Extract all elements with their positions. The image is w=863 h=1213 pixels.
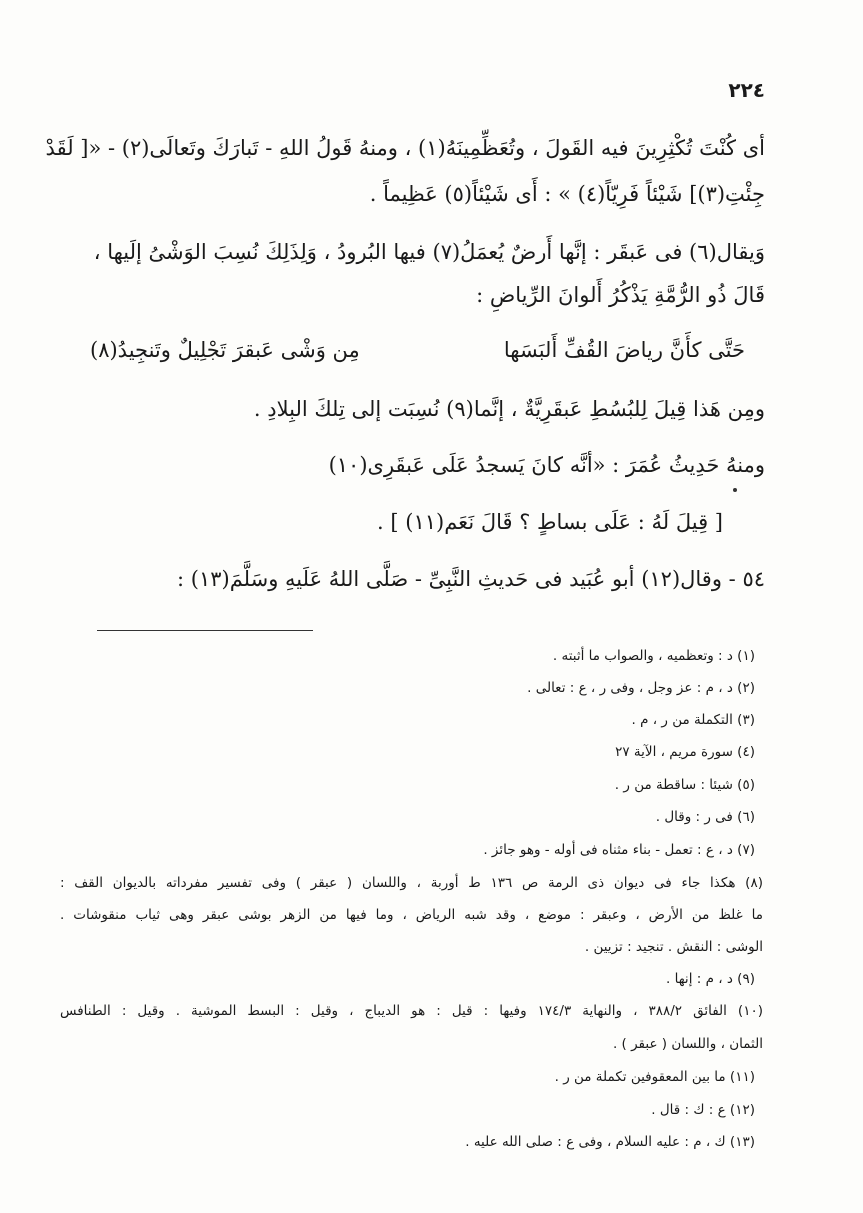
footnote-separator — [97, 630, 313, 631]
body-line-6: ومنهُ حَدِيثُ عُمَرَ : «أنَّه كانَ يَسجدُ عَلَى عَبقَرِى(١٠) — [328, 453, 765, 477]
footnote-10-line-1: (١٠) الفائق ٣٨٨/٢ ، والنهاية ١٧٤/٣ وفيها : قيل : هو الديباج ، وقيل : البسط الموشية . وقيل : الطنافس — [60, 1003, 763, 1019]
footnote-1: (١) د : وتعظميه ، والصواب ما أثبته . — [552, 648, 755, 664]
footnote-7: (٧) د ، ع : تعمل - بناء مثناه فى أوله - وهو جائز . — [483, 842, 755, 858]
ink-speck — [733, 488, 737, 492]
footnote-8-line-1: (٨) هكذا جاء فى ديوان ذى الرمة ص ١٣٦ ط أوربة ، واللسان ( عبقر ) وفى تفسير مفرداته بالديوان القف : — [60, 875, 763, 891]
footnote-8-line-3: الوشى : النقش . تنجيد : تزيين . — [584, 939, 763, 955]
footnote-10-line-2: الثمان ، واللسان ( عبقر ) . — [612, 1036, 763, 1052]
body-line-5: ومِن هَذا قِيلَ لِلبُسُطِ عَبقَرِيَّةٌ ، إنَّما(٩) نُسِبَت إلى تِلكَ البِلادِ . — [253, 397, 765, 421]
body-line-3: وَيقال(٦) فى عَبقَر : إنَّها أَرضٌ يُعمَلُ(٧) فيها البُرودُ ، وَلِذَلِكَ نُسِبَ الوَشْىُ إلَيها ، — [93, 240, 765, 264]
footnote-11: (١١) ما بين المعقوفين تكملة من ر . — [554, 1069, 755, 1085]
body-line-8: ٥٤ - وقال(١٢) أبو عُبَيد فى حَديثِ النَّبِىِّ - صَلَّى اللهُ عَلَيهِ وسَلَّمَ(١٣) : — [176, 567, 765, 591]
body-line-7: [ قِيلَ لَهُ : عَلَى بساطٍ ؟ قَالَ نَعَم(١١) ] . — [377, 510, 723, 534]
footnote-3: (٣) التكملة من ر ، م . — [631, 712, 755, 728]
poetry-verse — [90, 338, 745, 362]
footnote-5: (٥) شيئا : ساقطة من ر . — [614, 777, 755, 793]
body-line-1: أى كُنْتَ تُكْثِرِينَ فيه القَولَ ، وتُعَظِّمِينَهُ(١) ، ومنهُ قَولُ اللهِ - تَبارَكَ وتَعالَى(٢) - «[ لَقَدْ — [45, 136, 765, 160]
footnote-9: (٩) د ، م : إنها . — [666, 971, 755, 987]
footnote-6: (٦) فى ر : وقال . — [655, 809, 755, 825]
footnote-13: (١٣) ك ، م : عليه السلام ، وفى ع : صلى الله عليه . — [465, 1134, 755, 1150]
verse-first-hemistich: حَتَّى كأَنَّ رياضَ القُفِّ أَلبَسَها — [503, 338, 745, 362]
footnote-8-line-2: ما غلظ من الأرض ، وعبقر : موضع ، وقد شبه الرياض ، وما فيها من الزهر بوشى عبقر وهى ثياب منقوشات . — [60, 907, 763, 923]
body-line-4: قَالَ ذُو الرُّمَّةِ يَذْكُرُ أَلوانَ الرِّياضِ : — [476, 283, 765, 307]
verse-second-hemistich: مِن وَشْى عَبقرَ تَجْلِيلٌ وتَنجِيدُ(٨) — [90, 338, 360, 362]
footnote-4: (٤) سورة مريم ، الآية ٢٧ — [615, 744, 755, 760]
body-line-2: جِئْتِ(٣)] شَيْئاً فَرِيّاً(٤) » : أَى شَيْئاً(٥) عَظِيماً . — [369, 182, 765, 206]
footnote-2: (٢) د ، م : عز وجل ، وفى ر ، ع : تعالى . — [527, 680, 755, 696]
page-number: ٢٢٤ — [728, 78, 765, 102]
footnote-12: (١٢) ع : ك : قال . — [651, 1102, 755, 1118]
